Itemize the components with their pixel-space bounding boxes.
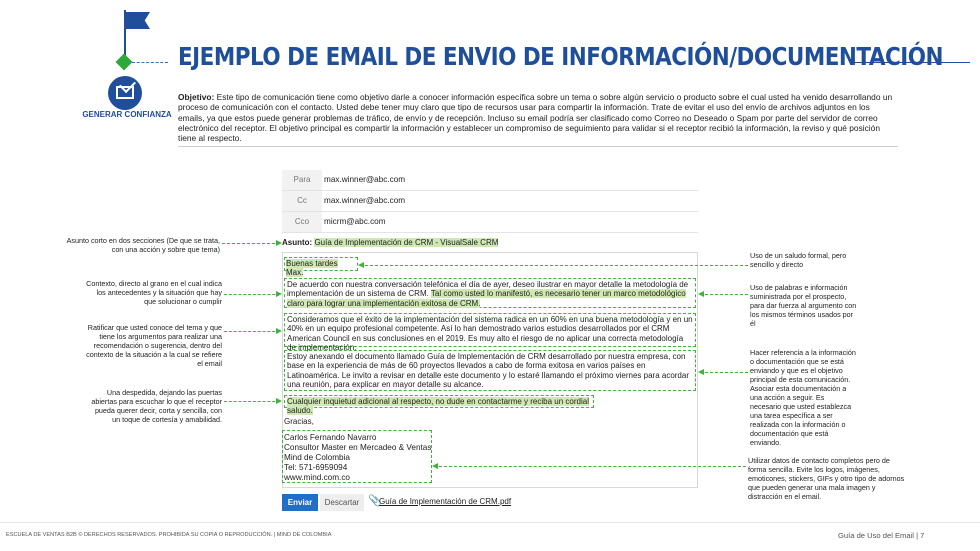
badge-label: GENERAR CONFIANZA <box>82 110 172 119</box>
objective-divider <box>178 146 898 147</box>
arrow-ratify <box>224 331 280 332</box>
attachment-link[interactable]: Guía de Implementación de CRM.pdf <box>379 497 512 506</box>
discard-button[interactable]: Descartar <box>320 494 364 511</box>
to-row[interactable] <box>282 170 698 191</box>
arrow-context <box>224 294 280 295</box>
cc-label: Cc <box>282 191 322 211</box>
context-text: De acuerdo con nuestra conversación telefónica el día de ayer, deseo ilustrar en mayor detalle la metodología de implementación de un sistema de CRM. <box>287 280 689 299</box>
signature-name: Carlos Fernando Navarro <box>284 433 377 442</box>
note-words: Uso de palabras e información suministrada por el prospecto, para dar fuerza al argumento con los mismos términos usados por él <box>750 283 857 328</box>
bcc-label: Cco <box>282 212 322 232</box>
objective-body: Este tipo de comunicación tiene como objetivo darle a conocer información específica sobre un tema o sobre algún servicio o producto sobre el cual usted ha venido desarrollando un proceso de comunicación con el contacto. Usted debe tener muy claro que tipo de recursos usar para compartir la información. Trate de evitar el uso del envío de archivos adjuntos en los emails, ya que estos puede generar problemas de tráfico, de envío y de recepción. Incluso su email podría ser clasificado como Correo no Deseado o Spam por parte del servidor de correo electrónico del receptor. El objetivo principal es compartir la información y establecer un compromiso de seguimiento para validar si el receptor recibió la información, la reviso y qué posición tiene al respecto. <box>178 92 893 144</box>
signature-company: Mind de Colombia <box>284 453 350 462</box>
bcc-field[interactable]: micrm@abc.com <box>324 217 386 226</box>
signature-title: Consultor Master en Mercadeo & Ventas <box>284 443 432 452</box>
thanks-text: Gracias, <box>284 417 314 426</box>
arrow-subject <box>222 243 280 244</box>
objective-label: Objetivo: <box>178 92 215 102</box>
subject-line[interactable] <box>282 238 498 247</box>
footer-copyright: ESCUELA DE VENTAS B2B © DERECHOS RESERVADOS. PROHIBIDA SU COPIA O REPRODUCCIÓN. | MIND DE COLOMBIA <box>6 532 332 538</box>
footer-divider <box>0 522 980 523</box>
ratify-paragraph: Consideramos que el éxito de la implementación del sistema radica en un 60% en una buena metodología y en un 40% en un equipo profesional competente. Así lo han demostrado varios estudios desarrollados por el CRM American Council en sus conclusiones en el 2019. Es muy alto el riesgo de no aplicar una correcta metodología de implementación. <box>284 313 696 347</box>
greeting-text: Buenas tardes Max. <box>286 259 338 278</box>
objective-text <box>178 92 898 143</box>
arrow-reference <box>700 372 748 373</box>
footer-page: Guía de Uso del Email | 7 <box>838 531 925 540</box>
signature <box>284 433 431 483</box>
farewell-text: Cualquier inquietud adicional al respecto, no dude en contactarme y reciba un cordial saludo. <box>287 397 589 416</box>
send-button[interactable]: Enviar <box>282 494 318 511</box>
arrow-words <box>700 294 748 295</box>
farewell-box <box>284 395 594 416</box>
signature-phone: Tel: 571-6959094 <box>284 463 348 472</box>
note-farewell: Una despedida, dejando las puertas abiertas para escuchar lo que el receptor pueda querer decir, corta y sencilla, con un toque de cortesía y amabilidad. <box>91 388 222 424</box>
note-context: Contexto, directo al grano en el cual indica los antecedentes y la situación que hay que solucionar o cumplir <box>86 279 222 306</box>
to-field[interactable]: max.winner@abc.com <box>324 175 406 184</box>
arrow-contact <box>434 466 746 467</box>
reference-paragraph: Estoy anexando el documento llamado Guía de Implementación de CRM desarrollado por nuestra empresa, con base en la experiencia de más de 60 proyectos llevados a cabo de forma exitosa en varios países en Latinoamérica. Le invito a revisar en detalle este documento y lo estaré llamando el próximo viernes para acordar una reunión, para explicar en mayor detalle su alcance. <box>284 350 696 391</box>
envelope-icon <box>116 86 134 99</box>
note-greeting: Uso de un saludo formal, pero sencillo y directo <box>750 251 847 269</box>
cc-row[interactable] <box>282 191 698 212</box>
bcc-row[interactable] <box>282 212 698 233</box>
note-reference: Hacer referencia a la información o documentación que se está enviando y que es el objetivo principal de esta comunicación. Asociar esta documentación a una acción a seguir. Es necesario que usted establezca una tarea específica a ser realizada con la información o documentación que está enviando. <box>750 348 856 447</box>
subject-field[interactable]: Guía de Implementación de CRM - VisualSale CRM <box>314 238 499 247</box>
context-paragraph <box>284 278 696 308</box>
title-connector-line <box>132 62 168 63</box>
arrow-greeting <box>360 265 748 266</box>
greeting-box <box>284 257 358 278</box>
note-subject: Asunto corto en dos secciones (De que se trata, con una acción y sobre que tema) <box>66 236 220 254</box>
note-contact: Utilizar datos de contacto completos pero de forma sencilla. Evite los logos, imágenes, emoticones, stickers, GIFs y otro tipo de adornos que pueden generar una mala imagen y distracción en el email. <box>748 456 905 501</box>
note-ratify: Ratificar que usted conoce del tema y que tiene los argumentos para realizar una recomendación o sugerencia, dentro del contexto de la situación a la cual se refiere el email <box>86 323 222 368</box>
context-highlight: Tal como usted lo manifestó, es necesario tener un marco metodológico claro para lograr una implementación exitosa de CRM. <box>287 289 686 308</box>
flag-pole <box>124 10 126 60</box>
to-label: Para <box>282 170 322 190</box>
arrow-farewell <box>224 401 280 402</box>
signature-web: www.mind.com.co <box>284 473 350 482</box>
diamond-marker <box>116 54 133 71</box>
cc-field[interactable]: max.winner@abc.com <box>324 196 406 205</box>
flag-icon <box>126 12 150 29</box>
page-title: EJEMPLO DE EMAIL DE ENVIO DE INFORMACIÓN/DOCUMENTACIÓN <box>178 42 943 71</box>
paperclip-icon: 📎 <box>368 495 382 507</box>
subject-label: Asunto: <box>282 238 313 247</box>
